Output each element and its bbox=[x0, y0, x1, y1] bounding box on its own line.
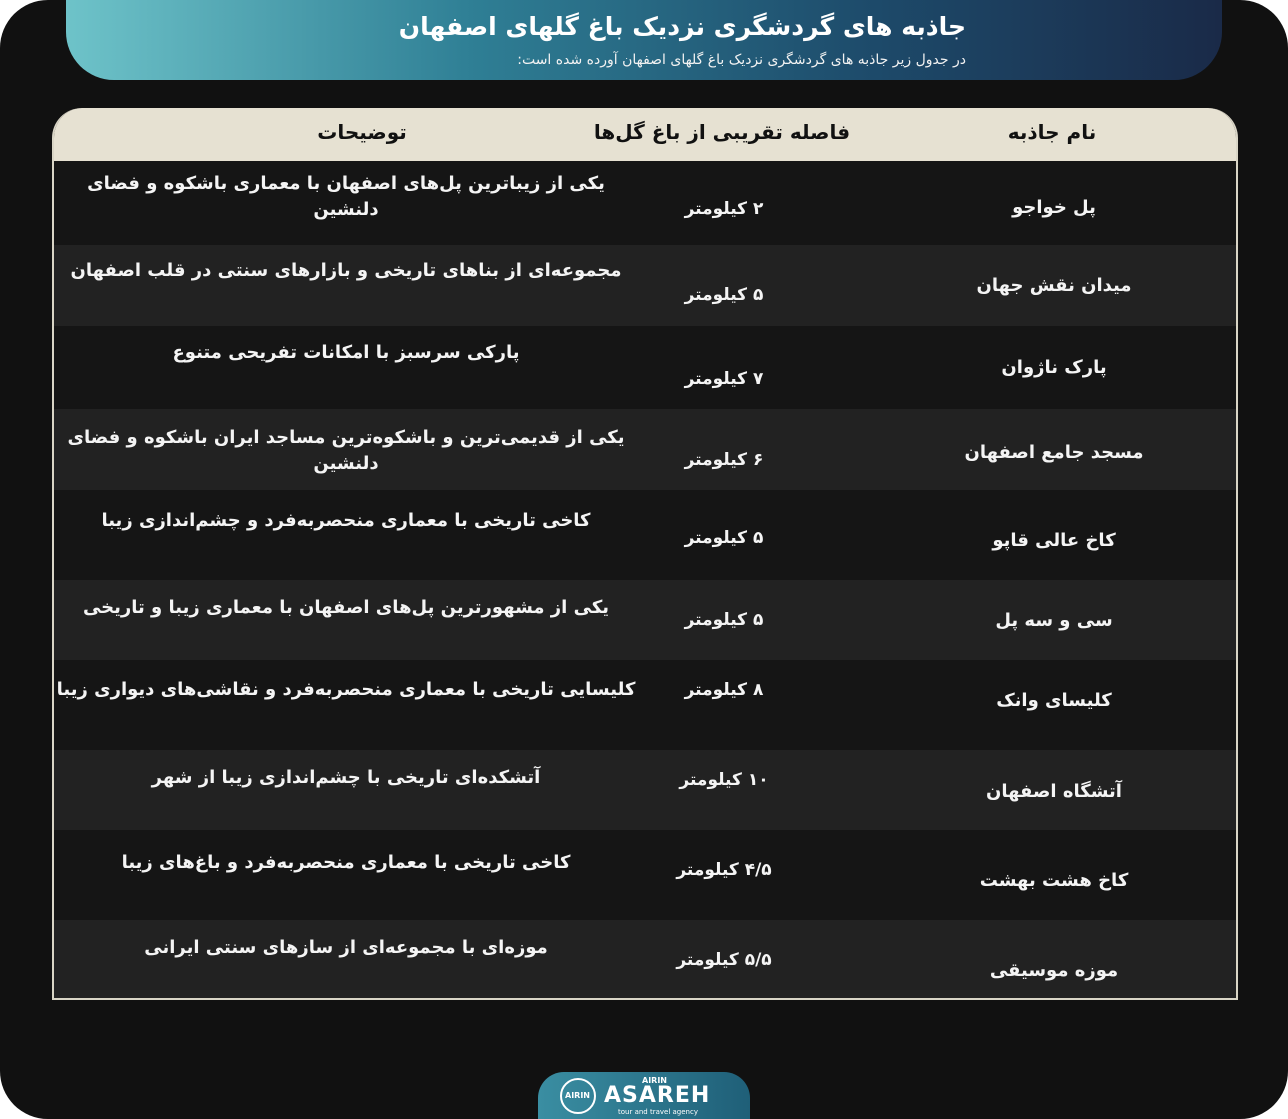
attraction-name: پل خواجو bbox=[1012, 197, 1096, 218]
attraction-distance: ۴/۵ کیلومتر bbox=[676, 860, 772, 880]
column-header-distance: فاصله تقریبی از باغ گل‌ها bbox=[593, 120, 851, 144]
attraction-name: پارک ناژوان bbox=[1001, 357, 1107, 378]
page-subtitle: در جدول زیر جاذبه های گردشگری نزدیک باغ گلهای اصفهان آورده شده است: bbox=[517, 52, 966, 68]
attraction-name: میدان نقش جهان bbox=[976, 275, 1132, 296]
attraction-name: سی و سه پل bbox=[995, 610, 1113, 631]
attraction-name: کلیسای وانک bbox=[996, 690, 1112, 711]
table-row bbox=[54, 830, 1236, 920]
page-title: جاذبه های گردشگری نزدیک باغ گلهای اصفهان bbox=[398, 12, 966, 41]
table-row bbox=[54, 161, 1236, 245]
attraction-description: کاخی تاریخی با معماری منحصربه‌فرد و باغ‌های زیبا bbox=[121, 852, 571, 873]
attraction-description: آتشکده‌ای تاریخی با چشم‌اندازی زیبا از شهر bbox=[151, 767, 541, 788]
brand-prefix: AIRIN bbox=[642, 1076, 667, 1085]
attraction-distance: ۵ کیلومتر bbox=[684, 528, 764, 548]
table-row bbox=[54, 920, 1236, 1000]
attraction-distance: ۲ کیلومتر bbox=[684, 199, 764, 219]
table-row bbox=[54, 409, 1236, 490]
attraction-distance: ۷ کیلومتر bbox=[684, 369, 764, 389]
brand-tagline: tour and travel agency bbox=[618, 1108, 698, 1116]
attraction-description: یکی از زیباترین پل‌های اصفهان با معماری باشکوه و فضای دلنشین bbox=[87, 173, 605, 220]
attraction-description: یکی از مشهورترین پل‌های اصفهان با معماری زیبا و تاریخی bbox=[82, 597, 610, 618]
column-header-name: نام جاذبه bbox=[1007, 120, 1097, 144]
attraction-distance: ۵ کیلومتر bbox=[684, 610, 764, 630]
attraction-description: کاخی تاریخی با معماری منحصربه‌فرد و چشم‌اندازی زیبا bbox=[101, 510, 591, 531]
brand-footer bbox=[538, 1072, 750, 1119]
airin-logo-icon bbox=[560, 1078, 596, 1114]
attraction-distance: ۵/۵ کیلومتر bbox=[676, 950, 772, 970]
table-row bbox=[54, 660, 1236, 750]
table-row bbox=[54, 326, 1236, 409]
attraction-description: کلیسایی تاریخی با معماری منحصربه‌فرد و نقاشی‌های دیواری زیبا bbox=[56, 679, 636, 700]
attraction-distance: ۱۰ کیلومتر bbox=[679, 770, 769, 790]
attraction-distance: ۵ کیلومتر bbox=[684, 285, 764, 305]
attraction-name: کاخ هشت بهشت bbox=[979, 870, 1129, 891]
attraction-description: مجموعه‌ای از بناهای تاریخی و بازارهای سنتی در قلب اصفهان bbox=[70, 260, 622, 281]
table-row bbox=[54, 750, 1236, 830]
attraction-distance: ۶ کیلومتر bbox=[684, 450, 764, 470]
table-row bbox=[54, 580, 1236, 660]
attractions-table bbox=[52, 108, 1238, 1000]
attraction-name: مسجد جامع اصفهان bbox=[964, 442, 1144, 463]
logo-text: AIRIN bbox=[565, 1091, 590, 1100]
attraction-description: موزه‌ای با مجموعه‌ای از سازهای سنتی ایرانی bbox=[144, 937, 548, 958]
brand-name: ASAREH bbox=[604, 1083, 711, 1108]
table-row bbox=[54, 490, 1236, 580]
attraction-distance: ۸ کیلومتر bbox=[684, 680, 764, 700]
column-header-description: توضیحات bbox=[317, 120, 407, 144]
attraction-description: یکی از قدیمی‌ترین و باشکوه‌ترین مساجد ایران باشکوه و فضای دلنشین bbox=[67, 427, 625, 474]
attraction-name: موزه موسیقی bbox=[989, 960, 1119, 981]
table-header bbox=[52, 108, 1238, 161]
attraction-name: آتشگاه اصفهان bbox=[986, 781, 1122, 802]
attraction-name: کاخ عالی قاپو bbox=[992, 530, 1116, 551]
table-row bbox=[54, 245, 1236, 326]
attraction-description: پارکی سرسبز با امکانات تفریحی متنوع bbox=[172, 342, 520, 363]
header-banner bbox=[66, 0, 1222, 80]
